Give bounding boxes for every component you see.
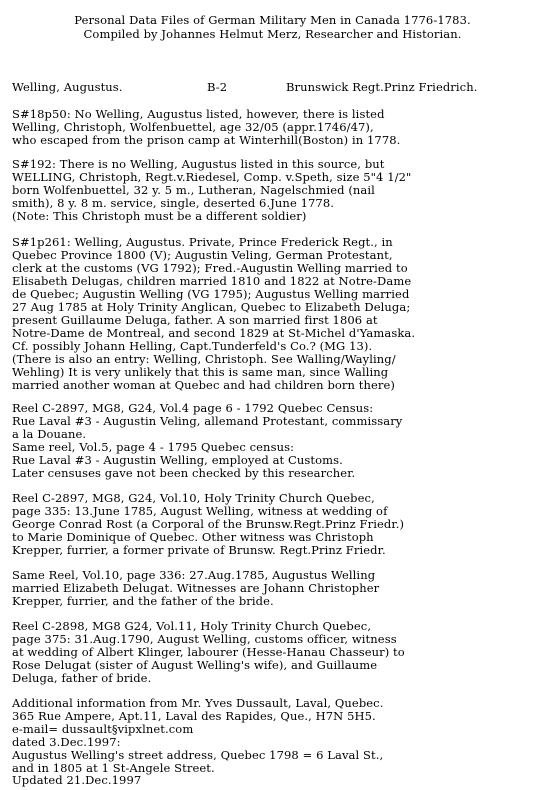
text-line: page 375: 31.Aug.1790, August Welling, customs officer, witness [12, 632, 397, 646]
text-line: page 335: 13.June 1785, August Welling, witness at wedding of [12, 504, 388, 518]
text-line: Augustus Welling's street address, Quebec 1798 = 6 Laval St., [12, 748, 384, 762]
text-line: Cf. possibly Johann Helling, Capt.Tunderfeld's Co.? (MG 13). [12, 339, 373, 353]
paragraph-source-192 [12, 158, 537, 223]
text-line: at wedding of Albert Klinger, labourer (Hesse-Hanau Chasseur) to [12, 645, 405, 659]
record-regiment: Brunswick Regt.Prinz Friedrich. [286, 80, 478, 94]
text-line: Krepper, furrier, a former private of Brunsw. Regt.Prinz Friedr. [12, 543, 386, 557]
text-line: Rue Laval #3 - Augustin Welling, employed at Customs. [12, 453, 343, 467]
text-line: clerk at the customs (VG 1792); Fred.-Augustin Welling married to [12, 261, 408, 275]
text-line: Additional information from Mr. Yves Dussault, Laval, Quebec. [12, 696, 384, 710]
text-line: Same reel, Vol.5, page 4 - 1795 Quebec census: [12, 440, 295, 454]
text-line: Quebec Province 1800 (V); Augustin Veling, German Protestant, [12, 248, 393, 262]
text-line: smith), 8 y. 8 m. service, single, deserted 6.June 1778. [12, 196, 335, 210]
text-line: Same Reel, Vol.10, page 336: 27.Aug.1785, Augustus Welling [12, 568, 376, 582]
text-line: Rose Delugat (sister of August Welling's wife), and Guillaume [12, 658, 378, 672]
paragraph-church-vol10 [12, 492, 537, 557]
text-line: Later censuses gave not been checked by this researcher. [12, 466, 356, 480]
paragraph-source-1 [12, 236, 537, 392]
text-line: and in 1805 at 1 St-Angele Street. [12, 761, 215, 775]
text-line: WELLING, Christoph, Regt.v.Riedesel, Comp. v.Speth, size 5"4 1/2" [12, 170, 412, 184]
text-line: Elisabeth Delugas, children married 1810 and 1822 at Notre-Dame [12, 274, 412, 288]
text-line: (There is also an entry: Welling, Christoph. See Walling/Wayling/ [12, 352, 396, 366]
text-line: S#18p50: No Welling, Augustus listed, however, there is listed [12, 107, 385, 121]
paragraph-updated [12, 774, 537, 787]
record-code: B-2 [207, 80, 228, 94]
text-line: (Note: This Christoph must be a different soldier) [12, 209, 307, 223]
updated-date: Updated 21.Dec.1997 [12, 773, 142, 787]
text-line: dated 3.Dec.1997: [12, 735, 121, 749]
text-line: Reel C-2898, MG8 G24, Vol.11, Holy Trinity Church Quebec, [12, 619, 372, 633]
text-line: 365 Rue Ampere, Apt.11, Laval des Rapides, Que., H7N 5H5. [12, 709, 376, 723]
paragraph-church-vol11 [12, 620, 537, 685]
paragraph-additional-info [12, 697, 537, 775]
text-line: S#192: There is no Welling, Augustus listed in this source, but [12, 157, 385, 171]
record-name: Welling, Augustus. [12, 80, 123, 94]
text-line: Notre-Dame de Montreal, and second 1829 at St-Michel d'Yamaska. [12, 326, 416, 340]
text-line: a la Douane. [12, 427, 87, 441]
text-line: born Wolfenbuettel, 32 y. 5 m., Lutheran, Nagelschmied (nail [12, 183, 375, 197]
text-line: Rue Laval #3 - Augustin Veling, allemand Protestant, commissary [12, 414, 403, 428]
paragraph-source-18 [12, 108, 537, 147]
text-line: Reel C-2897, MG8, G24, Vol.4 page 6 - 1792 Quebec Census: [12, 401, 374, 415]
document-header-compiler: Compiled by Johannes Helmut Merz, Researcher and Historian. [83, 27, 462, 41]
text-line: de Quebec; Augustin Welling (VG 1795); Augustus Welling married [12, 287, 410, 301]
text-line: Krepper, furrier, and the father of the bride. [12, 594, 274, 608]
text-line: who escaped from the prison camp at Winterhill(Boston) in 1778. [12, 133, 401, 147]
text-line: S#1p261: Welling, Augustus. Private, Prince Frederick Regt., in [12, 235, 393, 249]
text-line: e-mail= dussault§vipxlnet.com [12, 722, 194, 736]
text-line: Deluga, father of bride. [12, 671, 152, 685]
paragraph-census-reel [12, 402, 537, 480]
text-line: married Elizabeth Delugat. Witnesses are Johann Christopher [12, 581, 380, 595]
text-line: 27 Aug 1785 at Holy Trinity Anglican, Quebec to Elizabeth Deluga; [12, 300, 411, 314]
document-header-title: Personal Data Files of German Military Men in Canada 1776-1783. [74, 13, 471, 27]
text-line: Reel C-2897, MG8, G24, Vol.10, Holy Trinity Church Quebec, [12, 491, 375, 505]
text-line: George Conrad Rost (a Corporal of the Brunsw.Regt.Prinz Friedr.) [12, 517, 405, 531]
text-line: Wehling) It is very unlikely that this is same man, since Walling [12, 365, 389, 379]
text-line: married another woman at Quebec and had children born there) [12, 378, 396, 392]
text-line: Welling, Christoph, Wolfenbuettel, age 32/05 (appr.1746/47), [12, 120, 374, 134]
text-line: present Guillaume Deluga, father. A son married first 1806 at [12, 313, 378, 327]
text-line: to Marie Dominique of Quebec. Other witness was Christoph [12, 530, 374, 544]
paragraph-marriage-record [12, 569, 537, 608]
